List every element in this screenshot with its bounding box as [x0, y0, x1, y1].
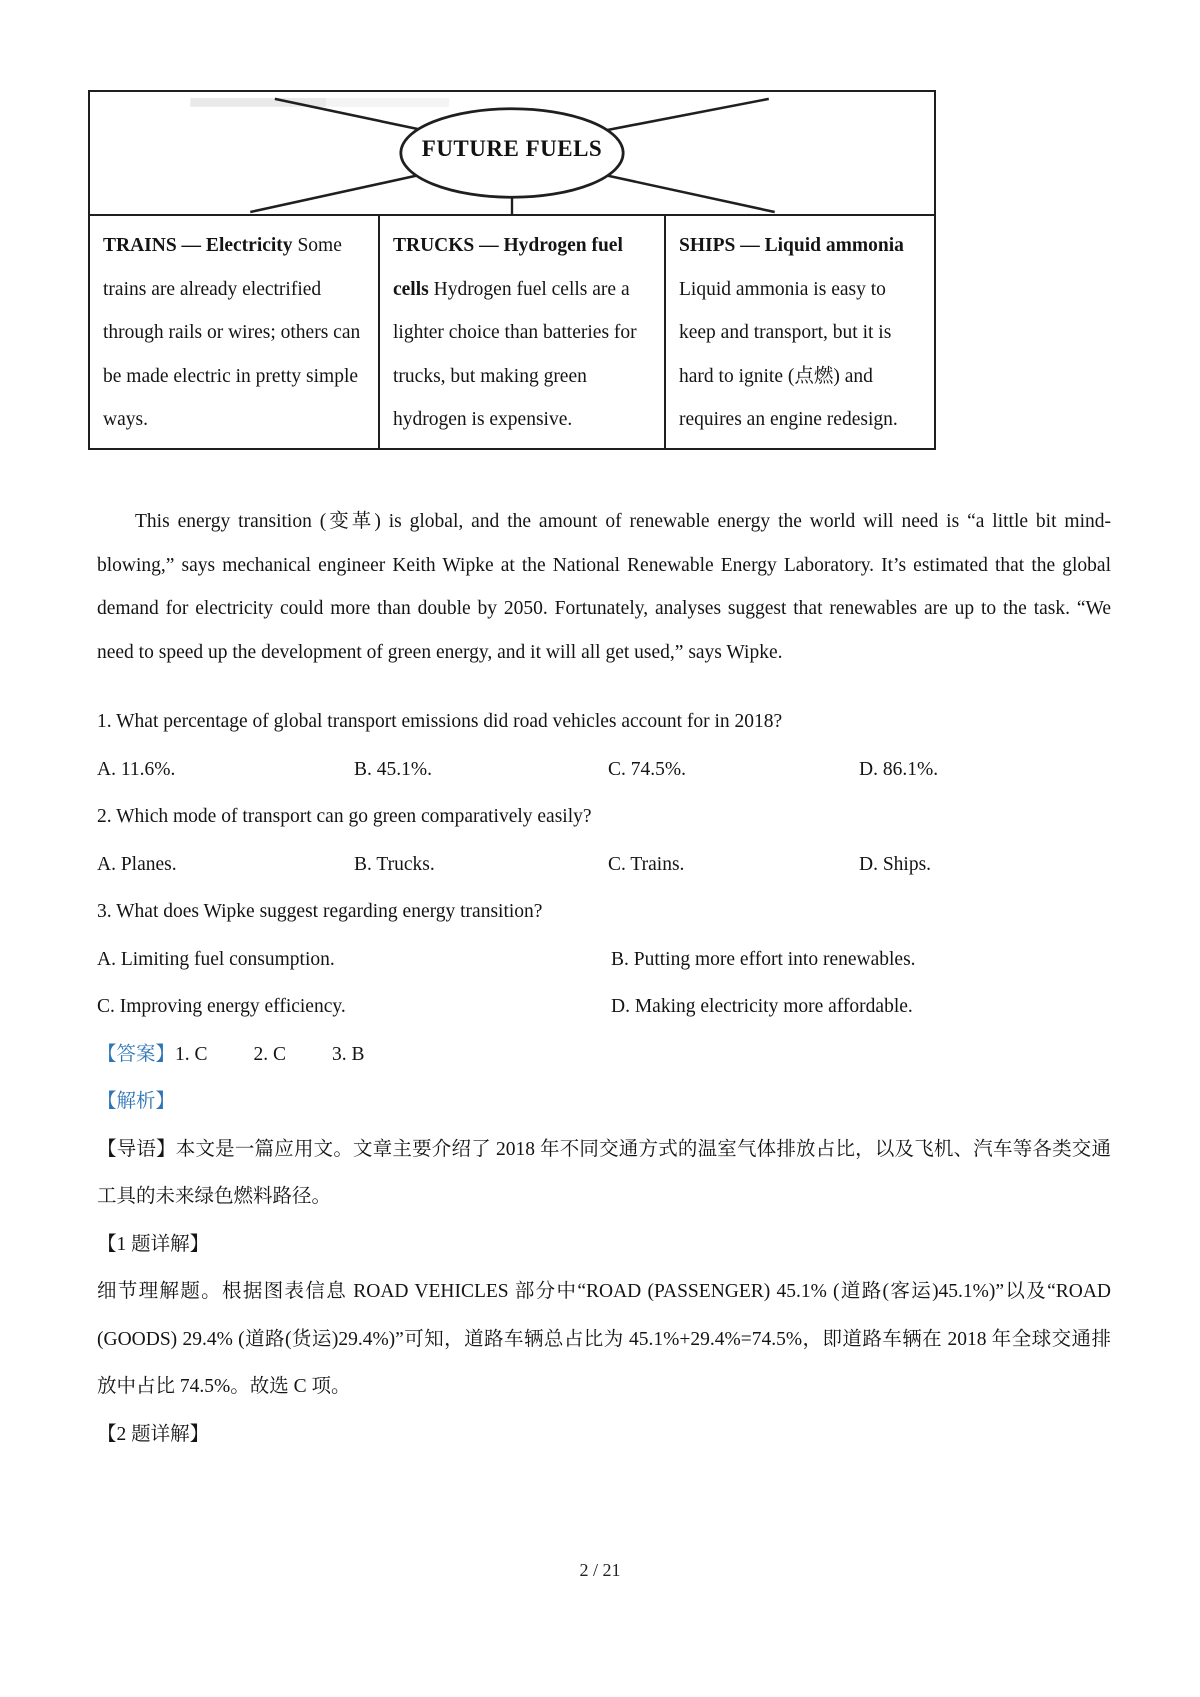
trains-heading: TRAINS — Electricity: [103, 235, 293, 256]
trucks-body: Hydrogen fuel cells are a lighter choice than batteries for trucks, but making green hydrogen is expensive.: [393, 278, 637, 430]
answer-item-1: 1. C: [175, 1043, 208, 1065]
q1-option-b: B. 45.1%.: [354, 758, 432, 780]
explanation-1-label: 【1 题详解】: [97, 1233, 210, 1255]
q1-option-d: D. 86.1%.: [859, 758, 939, 780]
q2-option-b: B. Trucks.: [354, 853, 435, 875]
analysis-label: 【解析】: [97, 1091, 176, 1113]
table-cell-trucks: [380, 216, 666, 448]
question-2: 2. Which mode of transport can go green comparatively easily?: [97, 806, 592, 828]
q3-option-c: C. Improving energy efficiency.: [97, 996, 346, 1018]
question-2-options: [97, 841, 1111, 889]
future-fuels-diagram: [90, 92, 934, 216]
question-3-options-row-2: [97, 983, 1111, 1031]
q2-option-c: C. Trains.: [608, 853, 685, 875]
passage-paragraph: This energy transition (变革) is global, and the amount of renewable energy the world will need is “a little bit mind-blowing,” says mechanical engineer Keith Wipke at the National Renewable Energy Laboratory. It’s estimated that the global demand for electricity could more than double by 2050. Fortunately, analyses suggest that renewables are up to the task. “We need to speed up the development of green energy, and it will all get used,” says Wipke.: [97, 511, 1111, 663]
q1-option-c: C. 74.5%.: [608, 758, 686, 780]
q3-option-a: A. Limiting fuel consumption.: [97, 948, 335, 970]
explanation-2-label: 【2 题详解】: [97, 1423, 210, 1445]
ships-heading: SHIPS — Liquid ammonia: [679, 235, 904, 256]
question-block: [97, 698, 1111, 1458]
trucks-heading: TRUCKS — Hydrogen fuel cells: [393, 235, 623, 300]
question-1-options: [97, 746, 1111, 794]
diagram-title: FUTURE FUELS: [421, 136, 603, 161]
answer-item-2: 2. C: [253, 1043, 287, 1065]
question-3-options-row-1: [97, 936, 1111, 984]
q1-option-a: A. 11.6%.: [97, 758, 176, 780]
table-cell-trains: [90, 216, 380, 448]
question-1: 1. What percentage of global transport emissions did road vehicles account for in 2018?: [97, 711, 783, 733]
erased-smudge-light: [326, 98, 449, 107]
explanation-1-text: 细节理解题。根据图表信息 ROAD VEHICLES 部分中“ROAD (PASSENGER) 45.1% (道路(客运)45.1%)”以及“ROAD (GOODS) 29.4% (道路(货运)29.4%)”可知，道路车辆总占比为 45.1%+29.4%=74.5%，即道路车辆在 2018 年全球交通排放中占比 74.5%。故选 C 项。: [97, 1281, 1111, 1398]
q2-option-d: D. Ships.: [859, 853, 932, 875]
table-cell-ships: [666, 216, 934, 448]
intro-paragraph: [97, 1126, 1111, 1221]
q3-option-b: B. Putting more effort into renewables.: [611, 948, 916, 970]
q3-option-d: D. Making electricity more affordable.: [611, 996, 913, 1018]
question-3: 3. What does Wipke suggest regarding energy transition?: [97, 901, 543, 923]
answer-line: [97, 1031, 1111, 1079]
page-number: 2 / 21: [579, 1560, 621, 1580]
answer-label: 【答案】: [97, 1043, 176, 1065]
q2-option-a: A. Planes.: [97, 853, 177, 875]
reading-content: [97, 500, 1111, 1458]
intro-text: 本文是一篇应用文。文章主要介绍了 2018 年不同交通方式的温室气体排放占比，以及飞机、汽车等各类交通工具的未来绿色燃料路径。: [97, 1138, 1111, 1208]
ships-body: Liquid ammonia is easy to keep and transport, but it is hard to ignite (点燃) and requires an engine redesign.: [679, 278, 898, 430]
intro-label: 【导语】: [97, 1138, 176, 1160]
fuels-table: [90, 216, 934, 448]
answer-item-3: 3. B: [332, 1043, 365, 1065]
trains-body: Some trains are already electrified through rails or wires; others can be made electric in pretty simple ways.: [103, 235, 361, 430]
future-fuels-figure: [88, 90, 936, 450]
